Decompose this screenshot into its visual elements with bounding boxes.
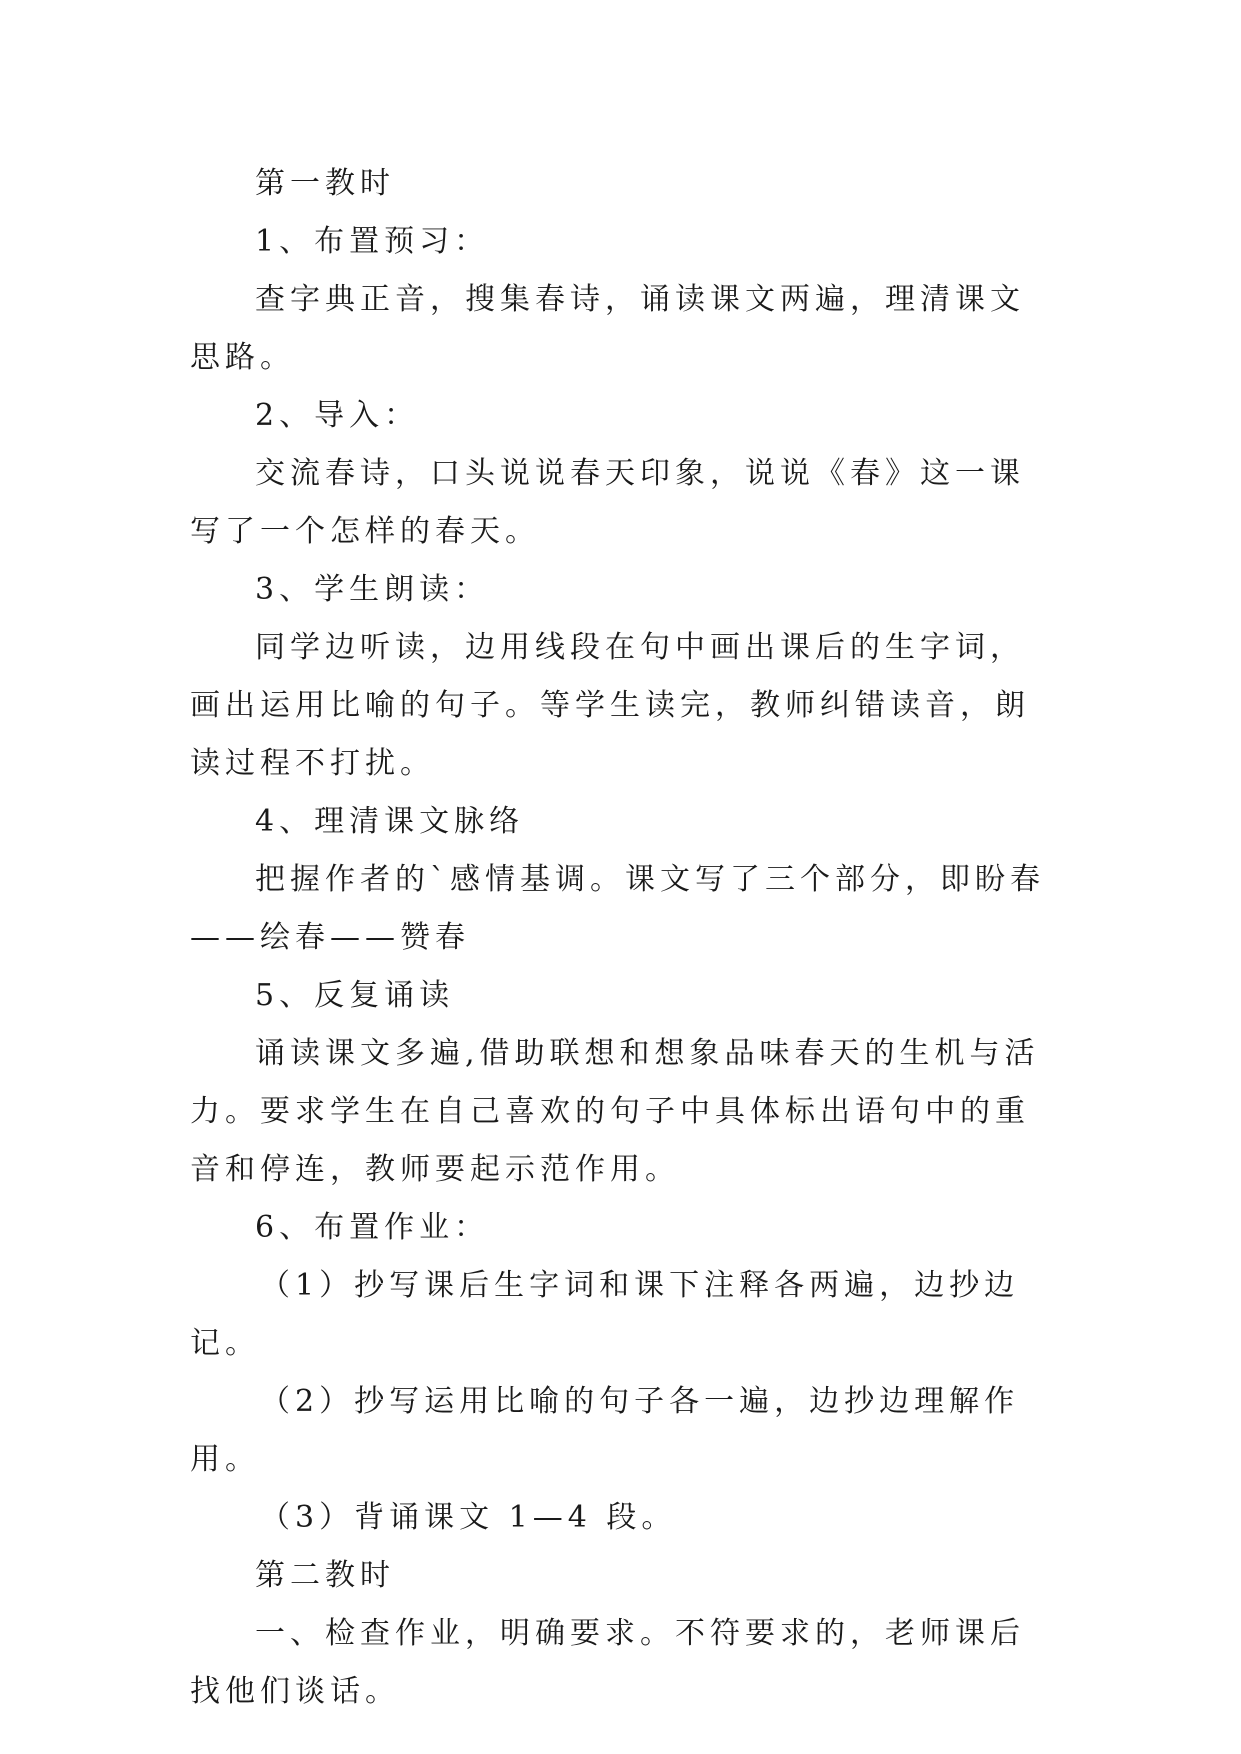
step-2-body: 交流春诗，口头说说春天印象，说说《春》这一课写了一个怎样的春天。 <box>190 456 1025 549</box>
step-5-body: 诵读课文多遍,借助联想和想象品味春天的生机与活力。要求学生在自己喜欢的句子中具体标出语句中的重音和停连，教师要起示范作用。 <box>190 1036 1040 1187</box>
homework-item: （3）背诵课文 1—4 段。 <box>260 1500 677 1535</box>
step-5-title: 5、反复诵读 <box>255 978 455 1013</box>
document-body <box>190 155 1050 1721</box>
homework-item: （1）抄写课后生字词和课下注释各两遍，边抄边记。 <box>190 1268 1020 1361</box>
lesson-2-step-1: 一、检查作业，明确要求。不符要求的，老师课后找他们谈话。 <box>190 1616 1025 1709</box>
step-3-body: 同学边听读，边用线段在句中画出课后的生字词，画出运用比喻的句子。等学生读完，教师纠错读音，朗读过程不打扰。 <box>190 630 1030 781</box>
step-1-title: 1、布置预习： <box>255 224 490 259</box>
step-4-title: 4、理清课文脉络 <box>255 804 525 839</box>
step-6-title: 6、布置作业： <box>255 1210 490 1245</box>
step-1-body: 查字典正音，搜集春诗，诵读课文两遍，理清课文思路。 <box>190 282 1025 375</box>
lesson-1-heading: 第一教时 <box>255 166 395 201</box>
step-4-body: 把握作者的`感情基调。课文写了三个部分，即盼春——绘春——赞春 <box>190 862 1045 955</box>
lesson-2-heading: 第二教时 <box>255 1558 395 1593</box>
step-3-title: 3、学生朗读： <box>255 572 490 607</box>
step-2-title: 2、导入： <box>255 398 420 433</box>
homework-item: （2）抄写运用比喻的句子各一遍，边抄边理解作用。 <box>190 1384 1020 1477</box>
